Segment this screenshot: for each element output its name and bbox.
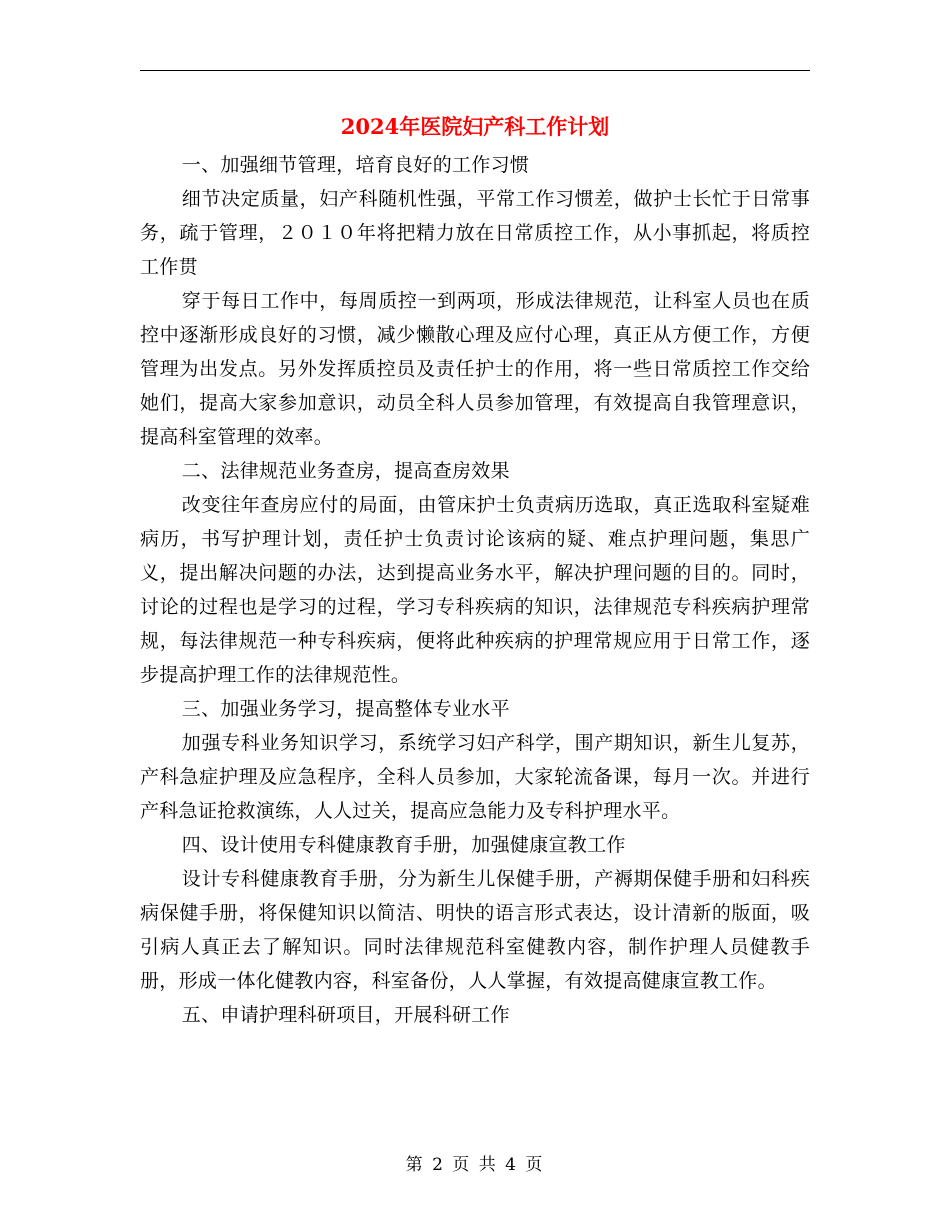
section-heading-3: 三、加强业务学习，提高整体专业水平 xyxy=(181,698,510,720)
paragraph: 设计专科健康教育手册，分为新生儿保健手册，产褥期保健手册和妇科疾病保健手册，将保健知识以简洁、明快的语言形式表达，设计清新的版面，吸引病人真正去了解知识。同时法律规范科室健教内容，制作护理人员健教手册，形成一体化健教内容，科室备份，人人掌握，有效提高健康宣教工作。 xyxy=(140,868,810,992)
section-heading-2: 二、法律规范业务查房，提高查房效果 xyxy=(181,460,510,482)
page-number-footer: 第 2 页 共 4 页 xyxy=(405,1155,545,1175)
paragraph: 加强专科业务知识学习，系统学习妇产科学，围产期知识，新生儿复苏，产科急症护理及应急程序，全科人员参加，大家轮流备课，每月一次。并进行产科急证抢救演练，人人过关，提高应急能力及专科护理水平。 xyxy=(140,732,810,822)
section-heading-4: 四、设计使用专科健康教育手册，加强健康宣教工作 xyxy=(181,834,626,856)
paragraph: 细节决定质量，妇产科随机性强，平常工作习惯差，做护士长忙于日常事务，疏于管理，２０１０年将把精力放在日常质控工作，从小事抓起，将质控工作贯 xyxy=(140,188,810,278)
section-heading-5: 五、申请护理科研项目，开展科研工作 xyxy=(181,1004,510,1026)
section-heading-1: 一、加强细节管理，培育良好的工作习惯 xyxy=(181,154,530,176)
paragraph: 改变往年查房应付的局面，由管床护士负责病历选取，真正选取科室疑难病历，书写护理计划，责任护士负责讨论该病的疑、难点护理问题，集思广义，提出解决问题的办法，达到提高业务水平，解决护理问题的目的。同时，讨论的过程也是学习的过程，学习专科疾病的知识，法律规范专科疾病护理常规，每法律规范一种专科疾病，便将此种疾病的护理常规应用于日常工作，逐步提高护理工作的法律规范性。 xyxy=(140,494,810,686)
header-rule xyxy=(140,70,810,71)
document-title: 2024年医院妇产科工作计划 xyxy=(340,114,610,139)
document-body xyxy=(140,148,810,1032)
paragraph: 穿于每日工作中，每周质控一到两项，形成法律规范，让科室人员也在质控中逐渐形成良好的习惯，减少懒散心理及应付心理，真正从方便工作，方便管理为出发点。另外发挥质控员及责任护士的作用，将一些日常质控工作交给她们，提高大家参加意识，动员全科人员参加管理，有效提高自我管理意识，提高科室管理的效率。 xyxy=(140,290,810,448)
